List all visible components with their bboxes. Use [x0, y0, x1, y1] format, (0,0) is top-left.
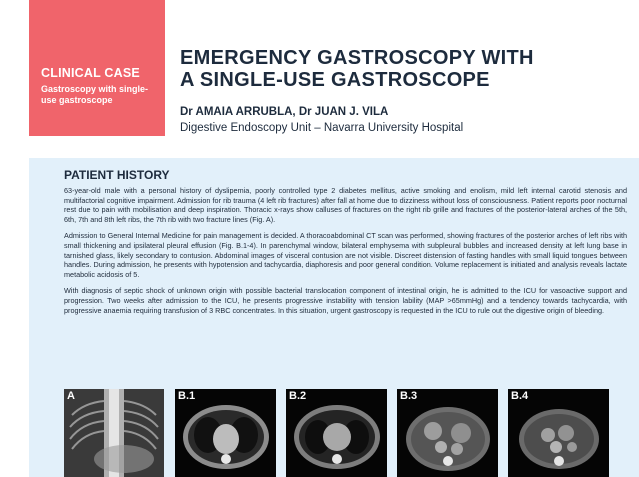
affiliation: Digestive Endoscopy Unit – Navarra University Hospital	[180, 122, 464, 134]
ct-scan-icon	[175, 389, 276, 477]
figure-a-xray	[64, 389, 164, 477]
ct-scan-icon	[286, 389, 387, 477]
history-paragraph-3: With diagnosis of septic shock of unknown origin with possible bacterial translocation component of intestinal origin, he is admitted to the ICU for vasoactive support and progression. Two weeks after admission to the ICU, he presents progressive instability with tension lability (MAP >65mmHg) and a tendency towards tachycardia, with progressive anaemia requiring transfusion of 3 RBC concentrates. In this situation, urgent gastroscopy is requested in the ICU to rule out the digestive origin of bleeding.	[64, 286, 627, 315]
article-title-line-1: EMERGENCY GASTROSCOPY WITH	[180, 47, 534, 69]
xray-image-icon	[64, 389, 164, 477]
clinical-case-label: CLINICAL CASE	[41, 66, 140, 80]
figure-label: A	[67, 390, 75, 402]
clinical-case-box	[29, 0, 165, 136]
history-paragraph-1: 63-year-old male with a personal history of dyslipemia, poorly controlled type 2 diabetes mellitus, active smoking and enolism, mild left internal carotid stenosis and multifactorial cognitive impairment. Admission for rib trauma (4 left rib fractures) after fall at home due to dizziness without loss of consciousness. Patient reports poor nocturnal rest due to pain with mobilisation and deep inspiration. Thoracic x-rays show calluses of fractures on the right rib grille and fractures of the posterior-lateral arches of the 5th, 6th, 7th and 8th left ribs, the 7th rib with two fracture lines (Fig. A).	[64, 186, 627, 224]
figure-label: B.4	[511, 390, 529, 402]
figure-b4-ct	[508, 389, 609, 477]
history-paragraph-2: Admission to General Internal Medicine for pain management is decided. A thoracoabdominal CT scan was performed, showing fractures of the posterior arches of left ribs with small thickening and ipsilateral pleural effusion (Fig. B.1-4). In parenchymal window, bilateral emphysema with subpleural bubbles and increased density at left lung base in tarnished glass, likely secondary to contusion. Abdominal images of visceral contusion are not visible. Discreet distension of fasting handles with small liquid tongues between handles. During admission, he presents with hypotension and tachycardia, diaphoresis and poor general condition. Volume replacement is initiated and analysis reveals lactate metabolic acidosis of 5.	[64, 231, 627, 279]
section-heading: PATIENT HISTORY	[64, 168, 170, 182]
article-title	[180, 47, 620, 91]
authors: Dr AMAIA ARRUBLA, Dr JUAN J. VILA	[180, 106, 389, 118]
figure-label: B.3	[400, 390, 418, 402]
ct-scan-icon	[397, 389, 498, 477]
figure-label: B.1	[178, 390, 196, 402]
clinical-case-subtitle: Gastroscopy with single-use gastroscope	[41, 84, 149, 105]
ct-scan-icon	[508, 389, 609, 477]
figure-b1-ct	[175, 389, 276, 477]
figure-b3-ct	[397, 389, 498, 477]
figure-label: B.2	[289, 390, 307, 402]
figure-b2-ct	[286, 389, 387, 477]
figure-strip	[64, 389, 639, 477]
article-title-line-2: A SINGLE-USE GASTROSCOPE	[180, 69, 490, 91]
